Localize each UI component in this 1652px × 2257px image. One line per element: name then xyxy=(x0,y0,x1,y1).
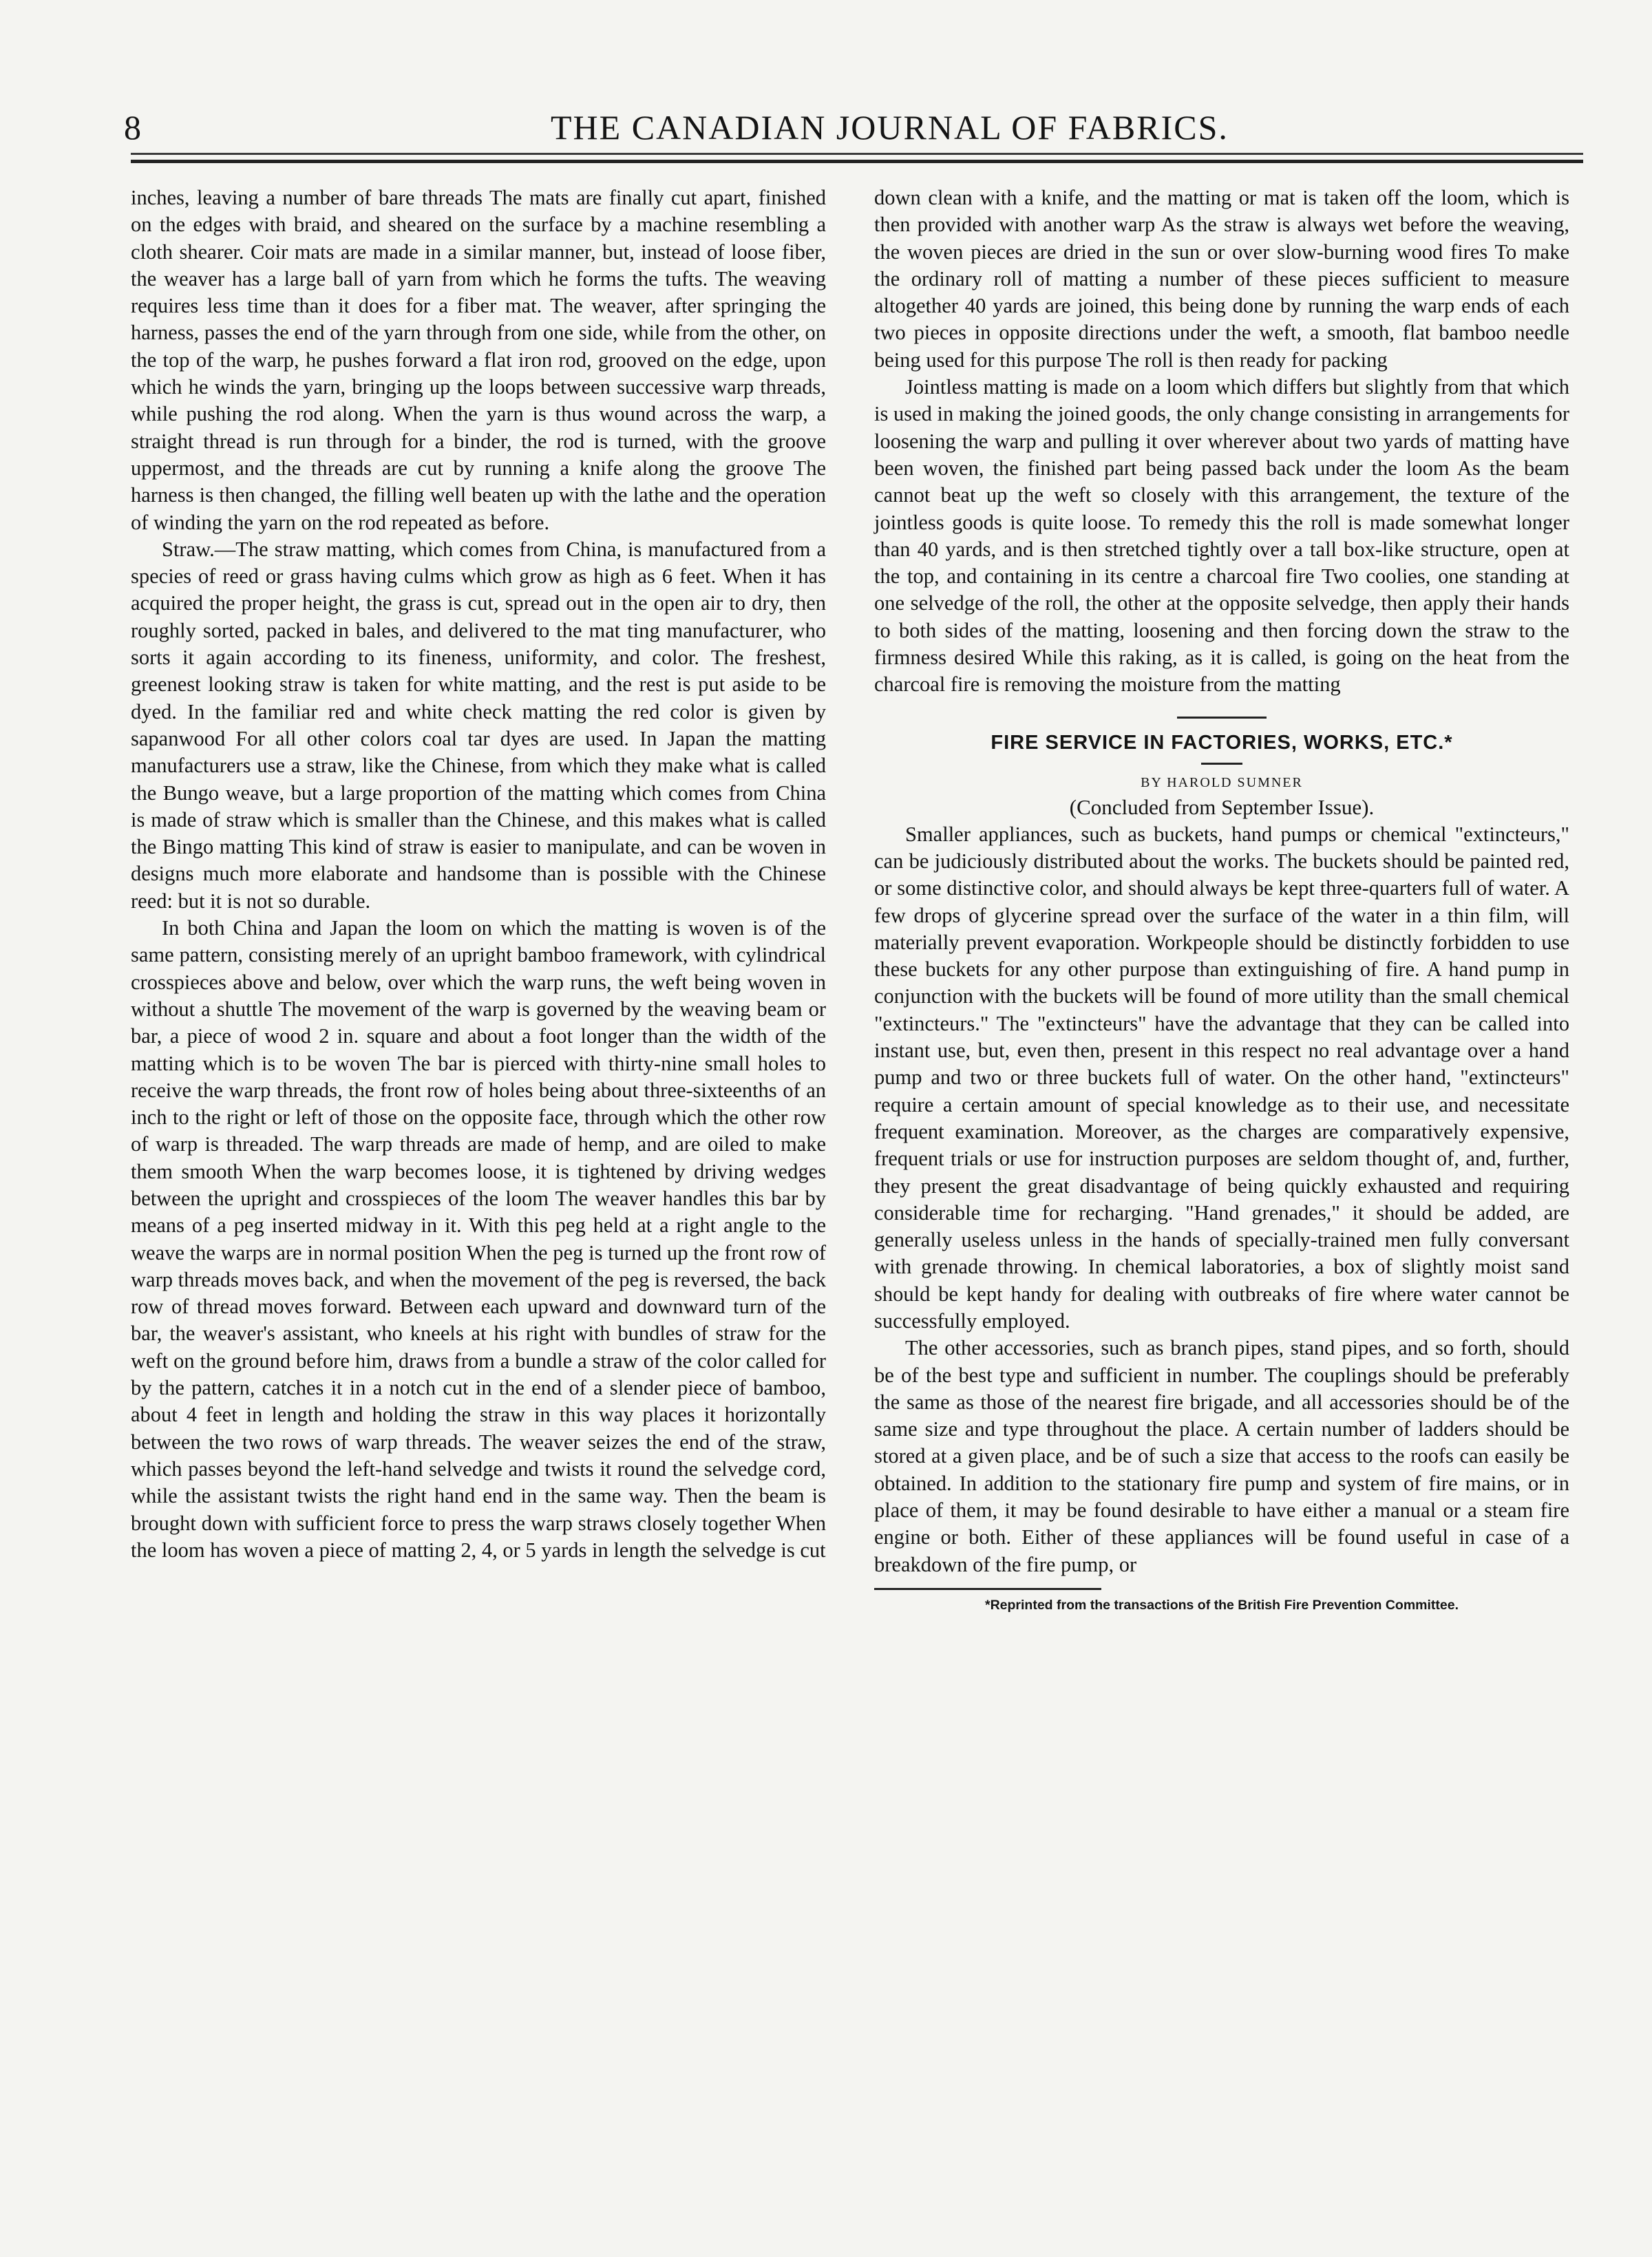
right-paragraph-3: Smaller appliances, such as buckets, hand pumps or chemical "extincteurs," can be judiciously distributed about the works. The buckets should be painted red, or some distinctive color, and should always be kept three-quarters full of water. A few drops of glycerine spread over the surface of the water in a thin film, will materially prevent evaporation. Workpeople should be distinctly forbidden to use these buckets for any other purpose than extinguishing of fire. A hand pump in conjunction with the buckets will be found of more utility than the small chemical "extincteurs." The "extincteurs" have the advantage that they can be called into instant use, but, even then, present in this respect no real advantage over a hand pump and two or three buckets full of water. On the other hand, "extincteurs" require a certain amount of special knowledge as to their use, and necessitate frequent examination. Moreover, as the charges are comparatively expensive, frequent trials or use for instruction purposes are seldom thought of, and, further, they present the great disadvantage of being quickly exhausted and requiring considerable time for recharging. "Hand grenades," it should be added, are generally useless unless in the hands of specially-trained men fully conversant with grenade throwing. In chemical laboratories, a box of slightly moist sand should be kept handy for dealing with outbreaks of fire where water cannot be successfully employed. xyxy=(874,822,1569,1333)
page-header xyxy=(124,103,1576,151)
section-divider xyxy=(1177,717,1267,719)
right-paragraph-2: Jointless matting is made on a loom which differs but slightly from that which is used in making the joined goods, the only change consisting in arrangements for loosening the warp and pulling it over wherever about two yards of matting have been woven, the finished part being passed back under the loom As the beam cannot beat up the weft so closely with this arrangement, the texture of the jointless goods is quite loose. To remedy this the roll is made somewhat longer than 40 yards, and is then stretched tightly over a tall box-like structure, open at the top, and containing in its centre a charcoal fire Two coolies, one standing at one selvedge of the roll, the other at the opposite selvedge, then apply their hands to both sides of the matting, loosening and then forcing down the straw to the firmness desired While this raking, as it is called, is going on the heat from the charcoal fire is removing the moisture from the matting xyxy=(874,375,1569,697)
page-number: 8 xyxy=(124,108,141,147)
journal-title: THE CANADIAN JOURNAL OF FABRICS. xyxy=(551,108,1229,147)
right-paragraph-1: down clean with a knife, and the matting or mat is taken off the loom, which is then provided with another warp As the straw is always wet before the weaving, the woven pieces are dried in the sun or over slow-burning wood fires To make the ordinary roll of matting a number of these pieces sufficient to measure altogether 40 yards are joined, this being done by running the warp ends of each two pieces in opposite directions under the weft, a smooth, flat bamboo needle being used for this purpose The roll is then ready for packing xyxy=(874,186,1569,372)
header-rule-top xyxy=(131,153,1583,155)
left-paragraph-3: In both China and Japan the loom on which the matting is woven is of the same pattern, consisting merely of an upright bamboo framework, with cylindrical crosspieces above and below, over which the warp runs, the weft being woven in without a shuttle The movement of the warp is governed by the weaving beam or bar, a piece of wood 2 in. square and about a foot longer than the width of the matting which is to be woven The bar is pierced with thirty-nine small holes to receive the warp threads, the front row of holes being about three-sixteenths of an inch to the right or left of those on the opposite face, through which the other row of warp is threaded. The warp threads are made of hemp, and are oiled to make them smooth When the warp becomes loose, it is tightened by driving wedges between the upright and crosspieces of the loom The weaver handles this bar by means of a peg inserted midway in it. With this peg held at a right angle to the weave the warps are in normal position When the peg is turned up the front row of warp threads moves back, and when the movement of the peg is reversed, the back row of thread moves forward. Between each upward and downward turn of the bar, the weaver's assistant, who kneels at his right with bundles of straw for the weft on the ground before him, draws from a bundle a straw of the color called for by the pattern, catches it in a notch cut in the end of a slender piece of bamboo, about 4 feet in length and holding the straw in this way places it horizontally between the two rows of warp threads. The weaver seizes the end of the straw, which passes beyond the left-hand selvedge and twists it round the selvedge cord, while the assistant twists the right hand end in the same way. Then the beam is brought down with sufficient force to press the warp straws closely together When the loom has woven a piece of matting 2, 4, or 5 yards in length the selvedge is cut xyxy=(131,916,826,1562)
left-paragraph-1: inches, leaving a number of bare threads The mats are finally cut apart, finished on the edges with braid, and sheared on the surface by a machine resembling a cloth shearer. Coir mats are made in a similar manner, but, instead of loose fiber, the weaver has a large ball of yarn from which he forms the tufts. The weaving requires less time than it does for a fiber mat. The weaver, after springing the harness, passes the end of the yarn through from one side, while from the other, on the top of the warp, he pushes forward a flat iron rod, grooved on the edge, upon which he winds the yarn, bringing up the loops between successive warp threads, while pushing the rod along. When the yarn is thus wound across the warp, a straight thread is run through for a binder, the rod is turned, with the groove uppermost, and the threads are cut by running a knife along the groove The harness is then changed, the filling well beaten up with the lathe and the operation of winding the yarn on the rod repeated as before. xyxy=(131,186,826,534)
left-paragraph-2: Straw.—The straw matting, which comes from China, is manufactured from a species of reed or grass having culms which grow as high as 6 feet. When it has acquired the proper height, the grass is cut, spread out in the open air to dry, then roughly sorted, packed in bales, and delivered to the mat ting manufacturer, who sorts it again according to its fineness, uniformity, and color. The freshest, greenest looking straw is taken for white matting, and the rest is put aside to be dyed. In the familiar red and white check matting the red color is given by sapanwood For all other colors coal tar dyes are used. In Japan the matting manufacturers use a straw, like the Chinese, from which they make what is called the Bungo weave, but a large proportion of the matting which comes from China is made of straw which is smaller than the Chinese, and this makes what is called the Bingo matting This kind of straw is easier to manipulate, and can be woven in designs much more elaborate and handsome than is possible with the Chinese reed: but it is not so durable. xyxy=(131,537,826,913)
title-underline xyxy=(1201,763,1242,765)
section-title: FIRE SERVICE IN FACTORIES, WORKS, ETC.* xyxy=(991,731,1453,754)
byline: BY HAROLD SUMNER xyxy=(1141,774,1303,790)
right-paragraph-4: The other accessories, such as branch pipes, stand pipes, and so forth, should be of the best type and sufficient in number. The couplings should be preferably the same as those of the nearest fire brigade, and all accessories should be of the same size and type throughout the place. A certain number of ladders should be stored at a given place, and be of such a size that access to the roofs can easily be obtained. In addition to the stationary fire pump and system of fire mains, or in place of them, it may be found desirable to have either a manual or a steam fire engine or both. Either of these appliances will be found useful in case of a breakdown of the fire pump, or xyxy=(874,1336,1569,1576)
footnote-rule xyxy=(874,1588,1101,1590)
right-column xyxy=(874,184,1569,1615)
left-column xyxy=(131,184,826,1564)
header-rule-bottom xyxy=(131,160,1583,163)
continuation-note: (Concluded from September Issue). xyxy=(1069,794,1375,819)
footnote: *Reprinted from the transactions of the British Fire Prevention Committee. xyxy=(984,1597,1459,1613)
